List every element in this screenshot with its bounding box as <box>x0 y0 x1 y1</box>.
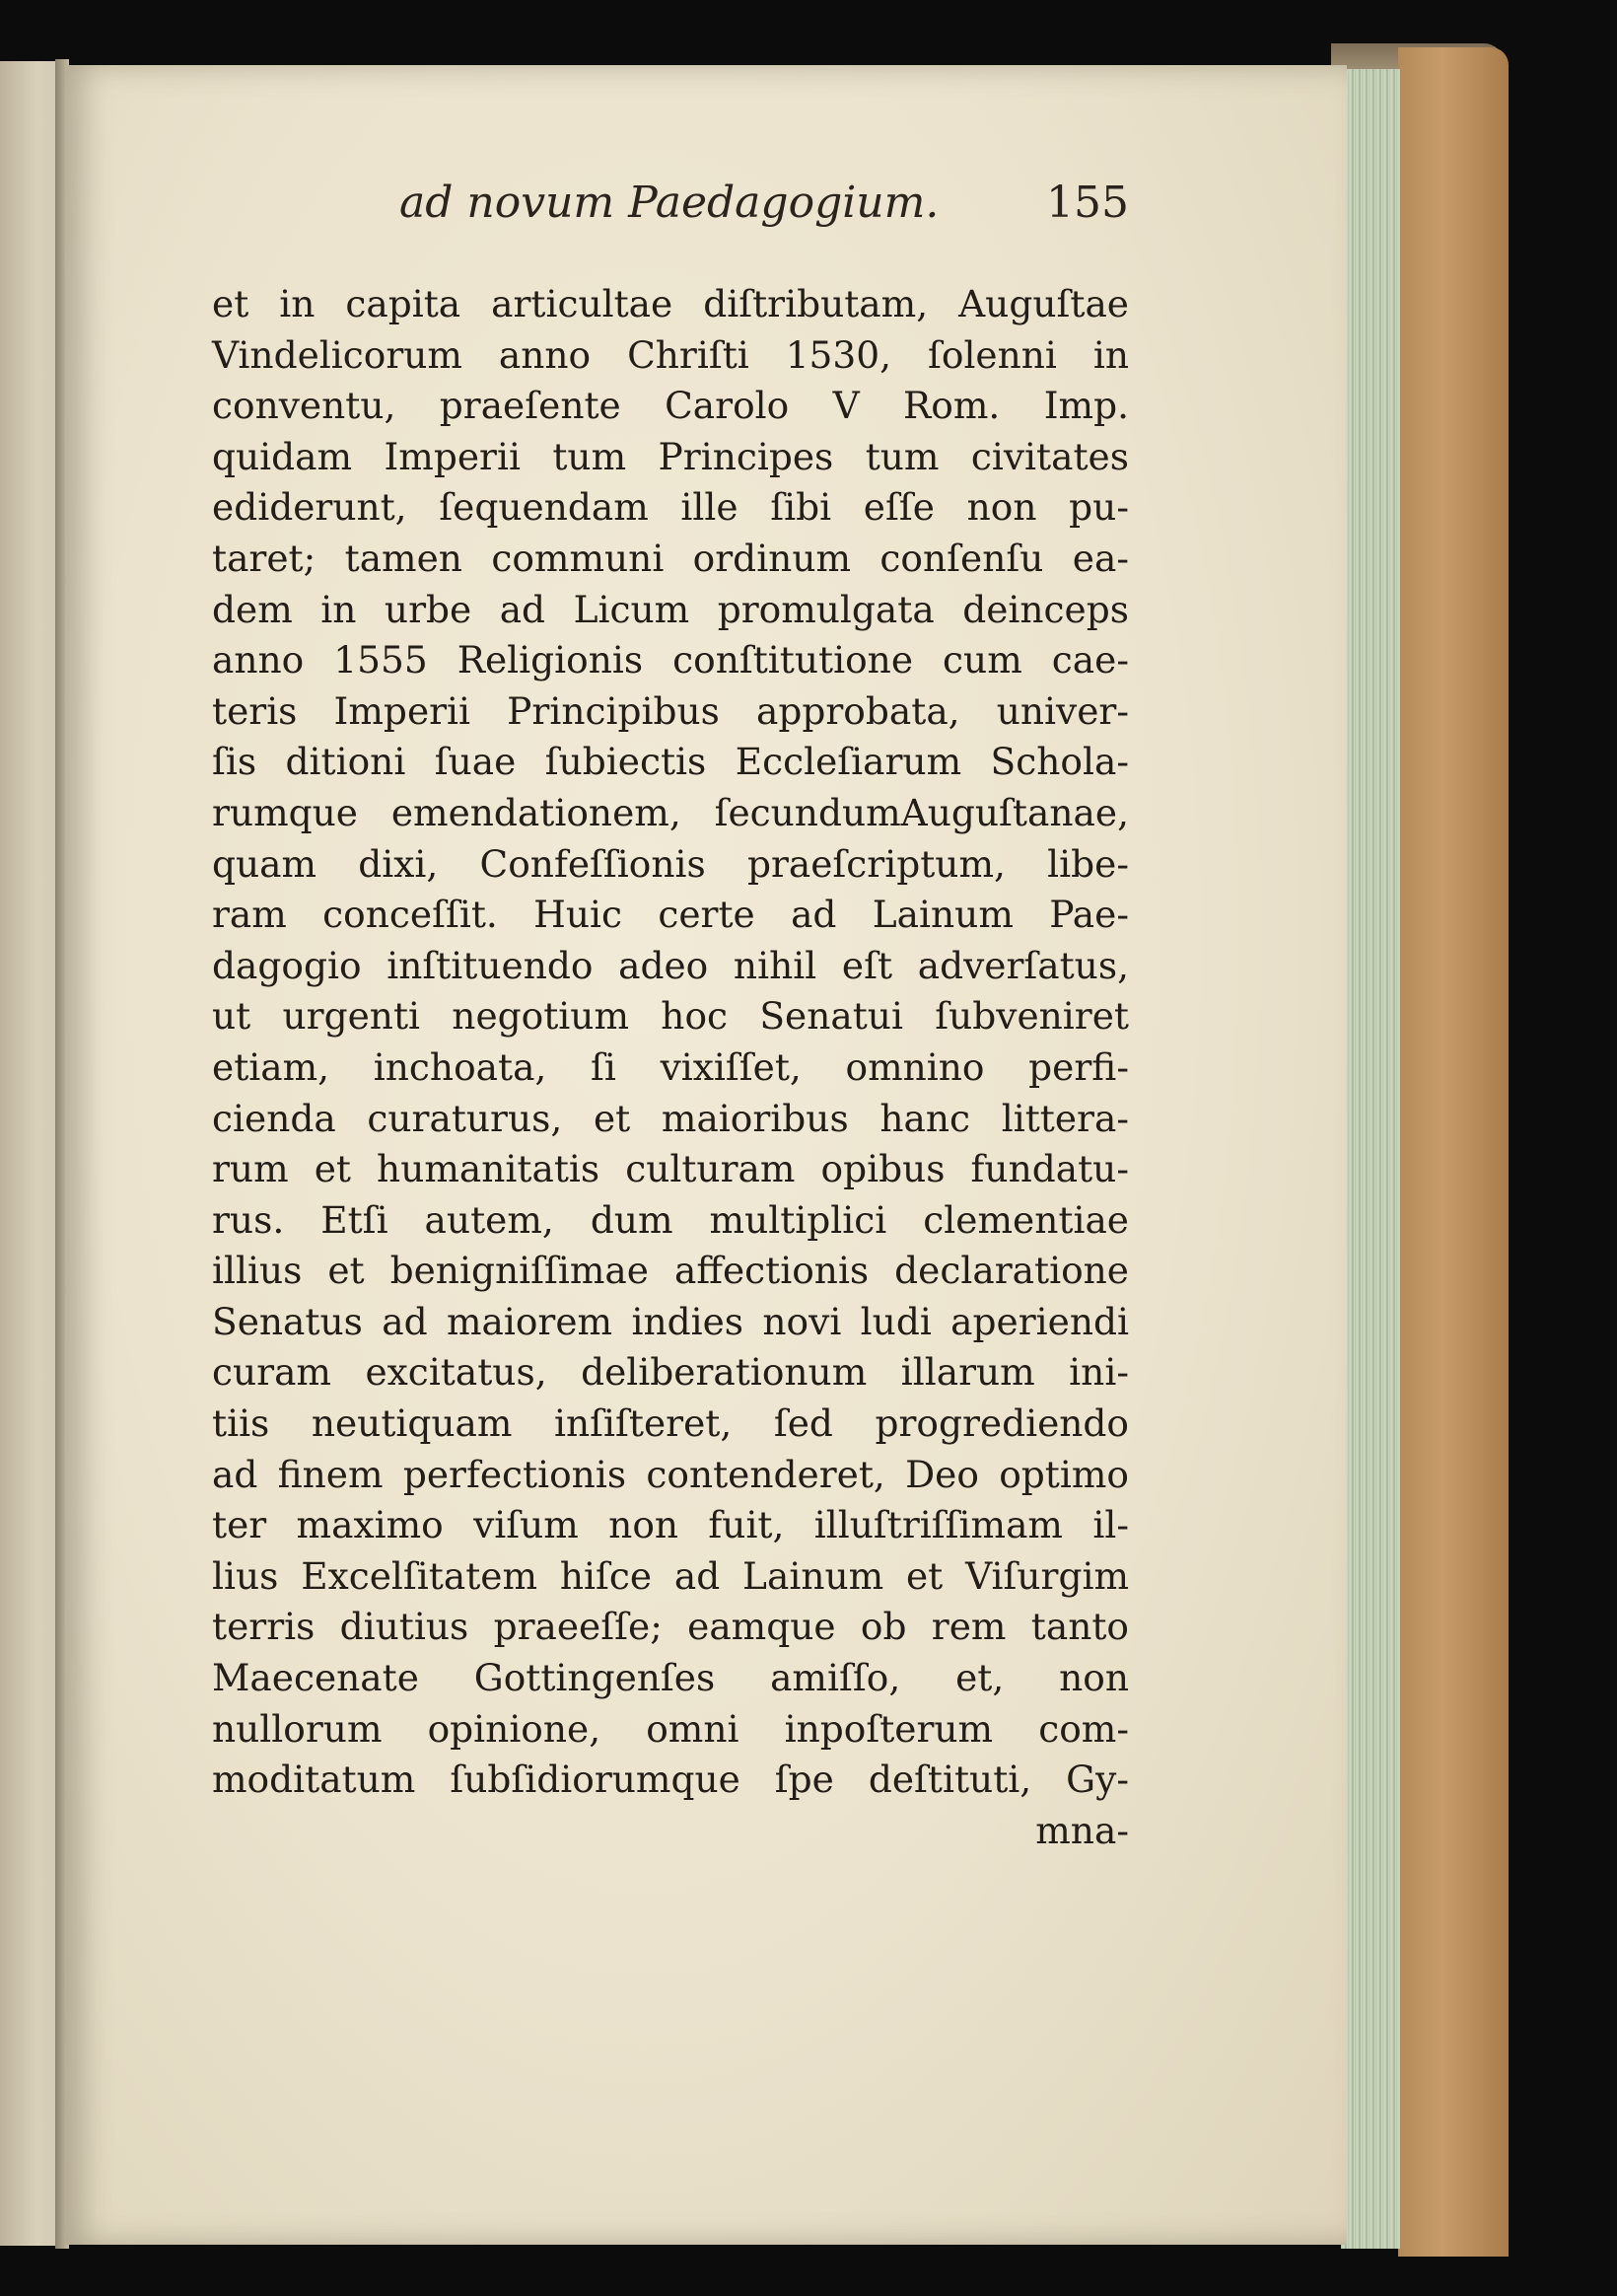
text-line: ter maximo viſum non fuit, illuſtriſſimam il- <box>212 1503 1129 1547</box>
text-line: moditatum ſubſidiorumque ſpe deſtituti, Gy- <box>212 1758 1129 1802</box>
text-line: lius Excelſitatem hiſce ad Lainum et Viſurgim <box>212 1553 1129 1598</box>
text-line: quam dixi, Confeſſionis praeſcriptum, libe- <box>212 841 1129 886</box>
page-block-edges <box>1341 69 1400 2249</box>
text-line: taret; tamen communi ordinum conſenſu ea- <box>212 536 1129 580</box>
text-line: ediderunt, ſequendam ille ſibi eſſe non pu- <box>212 485 1129 530</box>
text-line: terris diutius praeeſſe; eamque ob rem tanto <box>212 1605 1129 1649</box>
text-line: teris Imperii Principibus approbata, univer- <box>212 688 1129 733</box>
text-line: dagogio inſtituendo adeo nihil eſt adverſatus, <box>212 943 1129 987</box>
text-line: quidam Imperii tum Principes tum civitates <box>212 434 1129 478</box>
text-line: rumque emendationem, ſecundumAuguſtanae, <box>212 790 1129 834</box>
body-text <box>212 279 1129 1856</box>
text-line: nullorum opinione, omni inpoſterum com- <box>212 1706 1129 1751</box>
text-line: rum et humanitatis culturam opibus fundatu- <box>212 1147 1129 1191</box>
text-line: conventu, praeſente Carolo V Rom. Imp. <box>212 384 1129 428</box>
catchword: mna- <box>1035 1808 1129 1852</box>
text-line: ſis ditioni ſuae ſubiectis Eccleſiarum Schola- <box>212 740 1129 784</box>
text-line: et in capita articultae diſtributam, Auguſtae <box>212 282 1129 325</box>
text-line: Vindelicorum anno Chriſti 1530, ſolenni in <box>212 332 1129 377</box>
text-line: ad finem perfectionis contenderet, Deo optimo <box>212 1452 1129 1496</box>
text-line: ut urgenti negotium hoc Senatui ſubveniret <box>212 994 1129 1039</box>
text-line: cienda curaturus, et maioribus hanc littera- <box>212 1096 1129 1140</box>
page-number: 155 <box>1046 178 1129 228</box>
text-line: dem in urbe ad Licum promulgata deinceps <box>212 587 1129 631</box>
running-head <box>212 178 1129 247</box>
text-line: Maecenate Gottingenſes amiſſo, et, non <box>212 1656 1129 1700</box>
text-line: tiis neutiquam inſiſteret, ſed progrediendo <box>212 1401 1129 1446</box>
running-title: ad novum Paedagogium. <box>399 178 940 228</box>
text-line: Senatus ad maiorem indies novi ludi aperiendi <box>212 1299 1129 1343</box>
text-line: rus. Etſi autem, dum multiplici clementiae <box>212 1197 1129 1242</box>
text-line: etiam, inchoata, ſi vixiſſet, omnino perfi- <box>212 1044 1129 1089</box>
text-line: anno 1555 Religionis conſtitutione cum cae- <box>212 638 1129 682</box>
book-cover-edge <box>1398 47 1509 2257</box>
text-line: curam excitatus, deliberationum illarum ini- <box>212 1350 1129 1395</box>
text-line: ram conceſſit. Huic certe ad Lainum Pae- <box>212 893 1129 937</box>
text-line: illius et benigniſſimae affectionis declaratione <box>212 1249 1129 1293</box>
